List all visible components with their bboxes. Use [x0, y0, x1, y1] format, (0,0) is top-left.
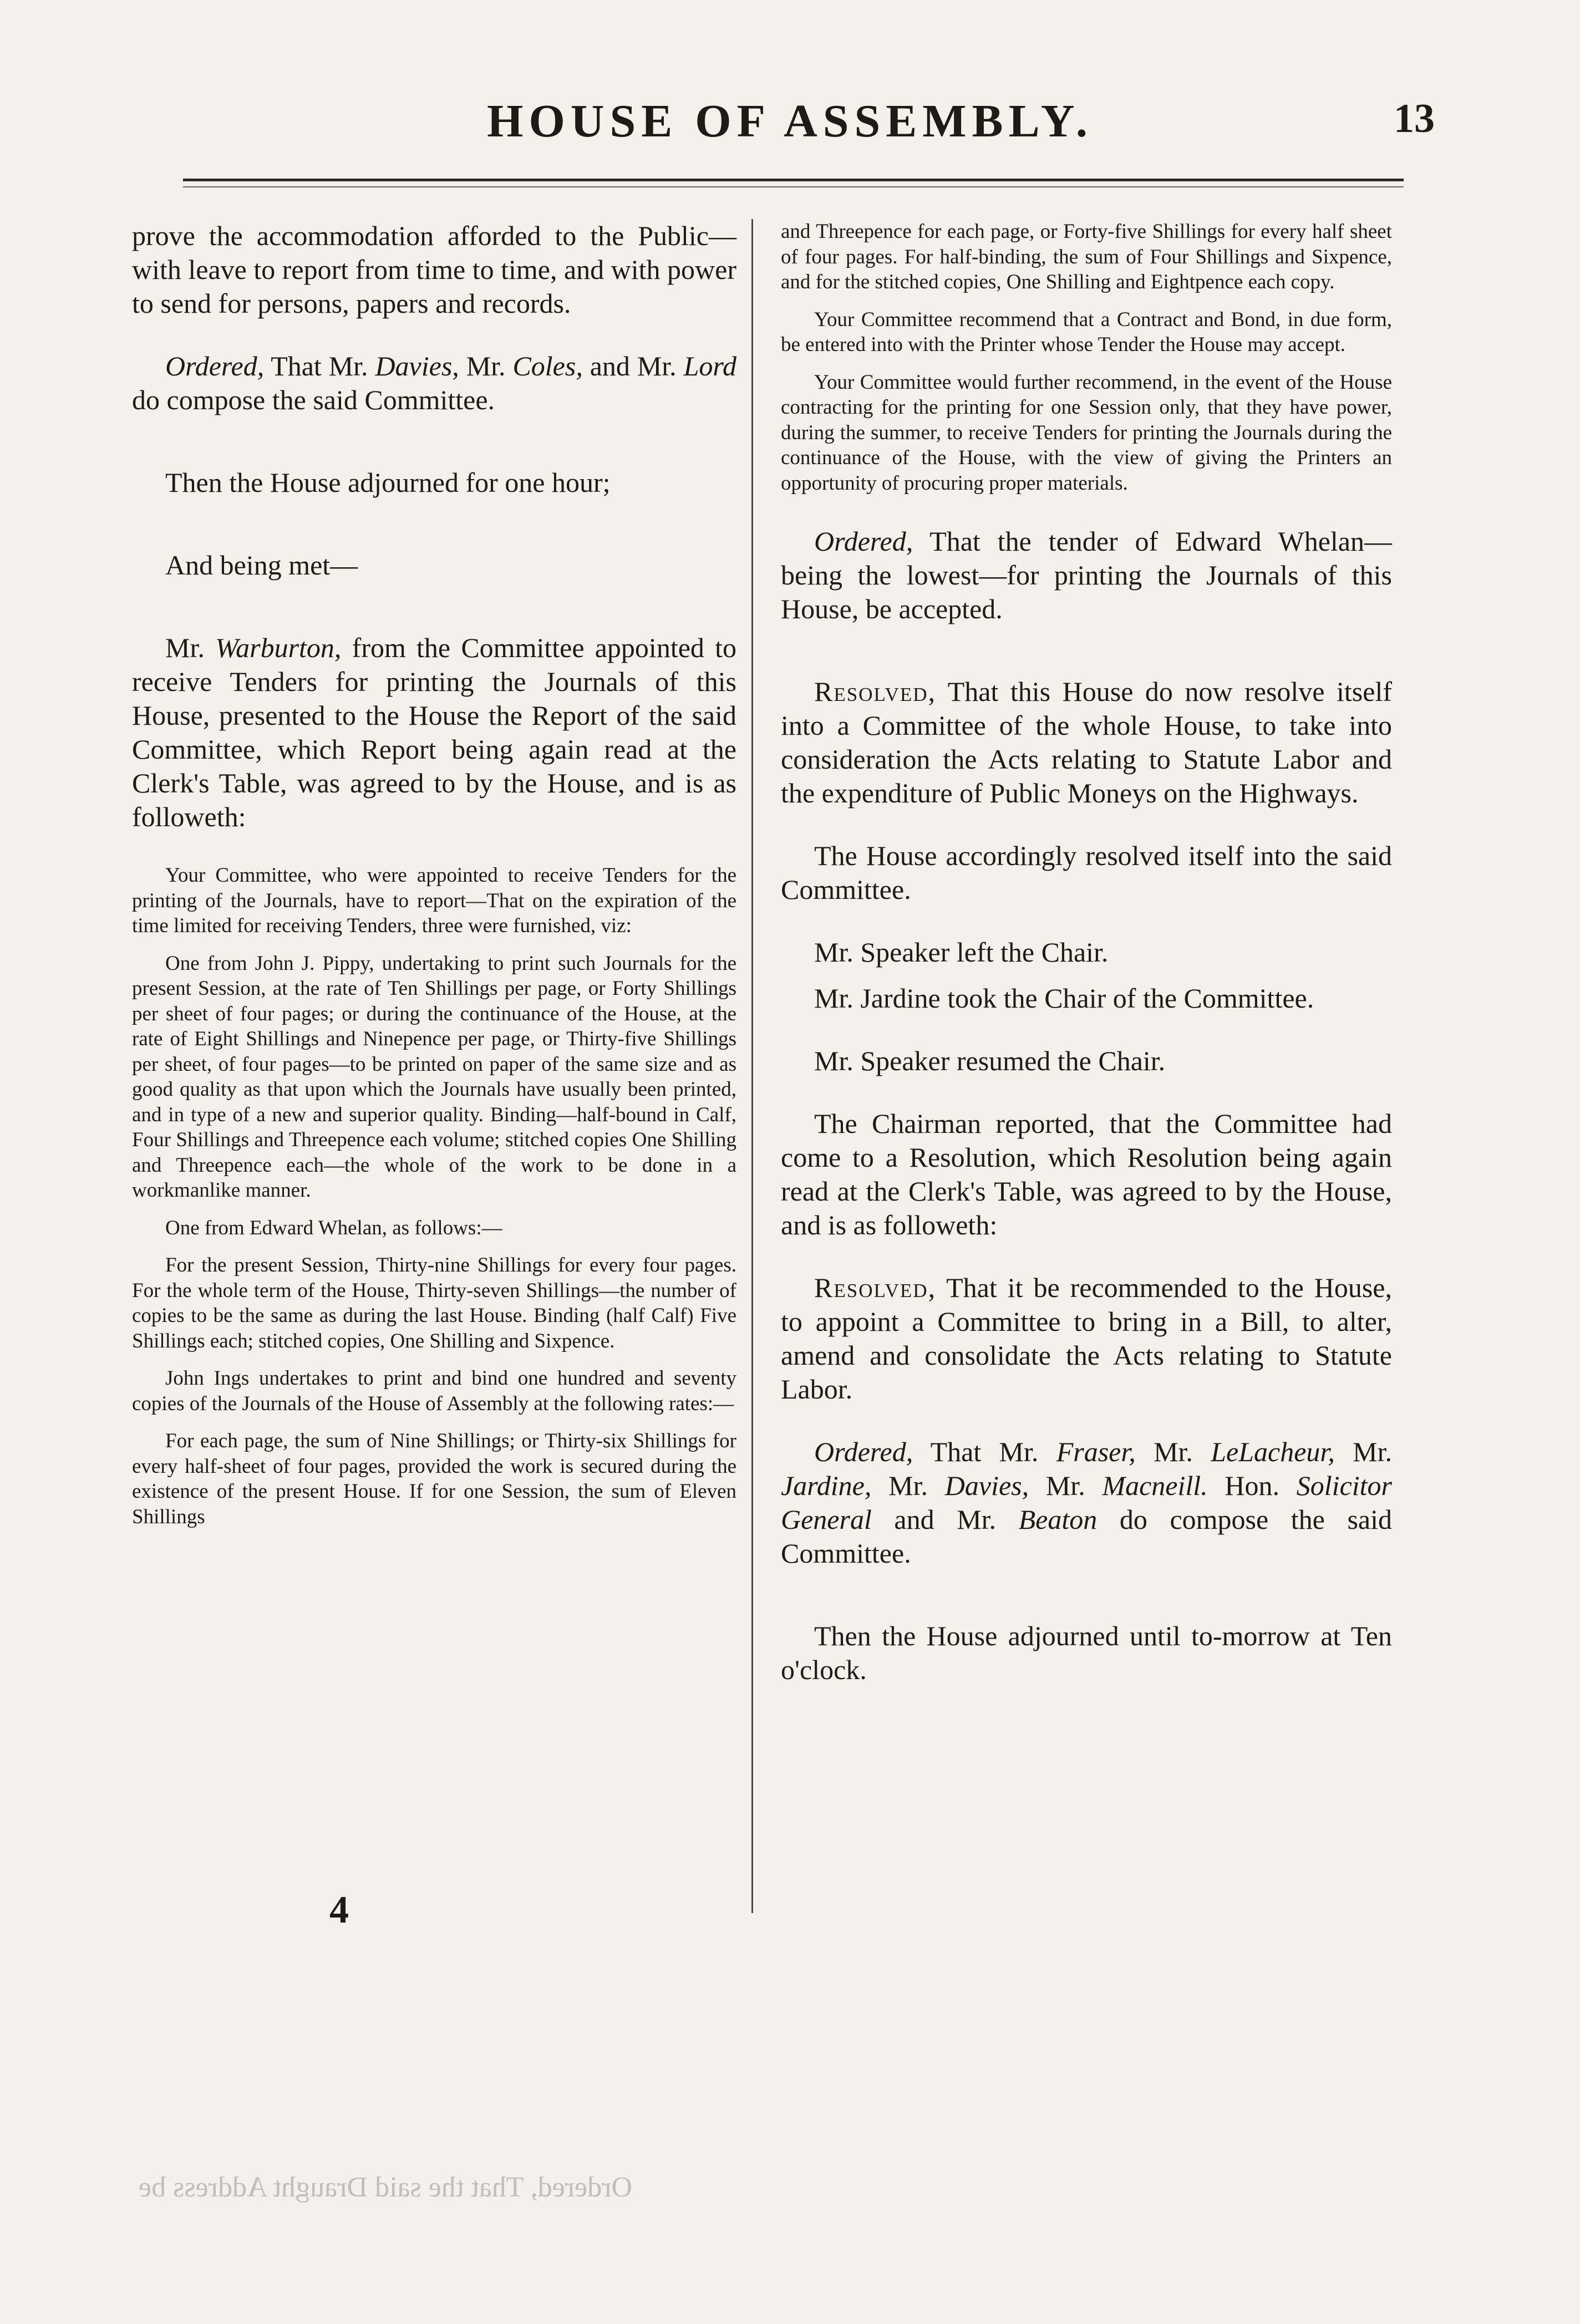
column-divider	[751, 219, 753, 1913]
text-run: That Mr.	[264, 350, 375, 382]
report-whelan-heading: One from Edward Whelan, as follows:—	[165, 1216, 502, 1239]
text-run: do compose the said Committee.	[132, 384, 495, 415]
text-run: That it be recommended to the House, to appoint a Committee to bring in a Bill, to alter, amend and consolidate the Acts relating to Statute Labor.	[781, 1272, 1392, 1405]
right-column	[781, 219, 1392, 1687]
text-run: Mr.	[1334, 1436, 1392, 1467]
paragraph-speaker-left: Mr. Speaker left the Chair.	[814, 937, 1109, 968]
paragraph-adjourned-tomorrow: Then the House adjourned until to-morrow at Ten o'clock.	[781, 1620, 1392, 1685]
report-ings-tender-continued: and Threepence for each page, or Forty-five Shillings for every half sheet of four pages. For half-binding, the sum of Four Shillings and Sixpence, and for the stitched copies, One Shilling and Eightpence each copy.	[781, 220, 1392, 293]
text-run: Mr.	[871, 1470, 945, 1501]
text-run: and Mr.	[582, 350, 684, 382]
paragraph-accommodation: prove the accommodation afforded to the Public—with leave to report from time to time, and with power to send for persons, papers and records.	[132, 220, 736, 319]
member-name: Davies,	[944, 1470, 1029, 1501]
paragraph-ordered-tender	[781, 525, 1392, 626]
bleed-through-text: Ordered, That the said Draught Address be	[139, 2172, 633, 2203]
paragraph-being-met: And being met—	[165, 550, 358, 581]
ordered-label: Ordered,	[165, 350, 265, 382]
report-ings-intro: John Ings undertakes to print and bind one hundred and seventy copies of the Journals of the House of Assembly at the following rates:—	[132, 1367, 736, 1415]
report-contract-bond: Your Committee recommend that a Contract and Bond, in due form, be entered into with the Printer whose Tender the House may accept.	[781, 308, 1392, 356]
text-run: Mr.	[1029, 1470, 1103, 1501]
text-run: Hon.	[1207, 1470, 1297, 1501]
report-intro: Your Committee, who were appointed to receive Tenders for the printing of the Journals, have to report—That on the expiration of the time limited for receiving Tenders, three were furnished, viz:	[132, 864, 736, 937]
ordered-label: Ordered,	[814, 526, 913, 557]
paragraph-resolved-bill	[781, 1271, 1392, 1406]
text-run: do compose the said Committee.	[781, 1504, 1392, 1569]
page-title: HOUSE OF ASSEMBLY.	[487, 95, 1093, 147]
paragraph-ordered-members	[781, 1435, 1392, 1570]
header-rule-thin	[183, 186, 1404, 187]
resolved-label: Resolved,	[814, 1272, 937, 1303]
text-run: from the Committee appointed to receive Tenders for printing the Journals of this House, presented to the House the Report of the said Committee, which Report being again read at the Clerk's Table, was agreed to by the House, and is as followeth:	[132, 632, 736, 832]
member-name: Jardine,	[781, 1470, 872, 1501]
paragraph-adjourned-hour: Then the House adjourned for one hour;	[165, 467, 611, 498]
paragraph-resolved-committee	[781, 675, 1392, 810]
text-run: That this House do now resolve itself into a Committee of the whole House, to take into consideration the Acts relating to Statute Labor and the expenditure of Public Moneys on the Highways.	[781, 676, 1392, 808]
member-name: Davies,	[375, 350, 459, 382]
report-further-recommend: Your Committee would further recommend, in the event of the House contracting for the printing for one Session only, that they have power, during the summer, to receive Tenders for printing the Journals during the continuance of the House, with the view of giving the Printers an opportunity of procuring proper materials.	[781, 370, 1392, 495]
paragraph-warburton-report	[132, 631, 736, 834]
member-name: Warburton,	[215, 632, 342, 663]
text-run: That the tender of Edward Whelan—being the lowest—for printing the Journals of this House, be accepted.	[781, 526, 1392, 624]
header-rule	[183, 179, 1404, 181]
paragraph-chairman-reported: The Chairman reported, that the Committee had come to a Resolution, which Resolution being again read at the Clerk's Table, was agreed to by the House, and is as followeth:	[781, 1108, 1392, 1240]
member-name: Solicitor General	[781, 1470, 1392, 1535]
report-whelan-tender: For the present Session, Thirty-nine Shillings for every four pages. For the whole term of the House, Thirty-seven Shillings—the number of copies to be the same as during the last House. Binding (half Calf) Five Shillings each; stitched copies, One Shilling and Sixpence.	[132, 1254, 736, 1352]
member-name: Lord	[683, 350, 736, 382]
resolved-label: Resolved,	[814, 676, 937, 707]
member-name: Fraser,	[1056, 1436, 1136, 1467]
member-name: Coles,	[512, 350, 583, 382]
text-run: Mr.	[459, 350, 513, 382]
paragraph-jardine-chair: Mr. Jardine took the Chair of the Committee.	[814, 983, 1314, 1014]
member-name: Beaton	[1018, 1504, 1098, 1535]
page-number: 13	[1394, 96, 1435, 141]
member-name: LeLacheur,	[1211, 1436, 1335, 1467]
paragraph-speaker-resumed: Mr. Speaker resumed the Chair.	[814, 1045, 1166, 1076]
text-run: Mr.	[1135, 1436, 1211, 1467]
paragraph-ordered-committee	[132, 349, 736, 417]
text-run: That Mr.	[913, 1436, 1056, 1467]
paragraph-resolved-into: The House accordingly resolved itself into the said Committee.	[781, 840, 1392, 905]
ordered-label: Ordered,	[814, 1436, 913, 1467]
report-ings-tender: For each page, the sum of Nine Shillings; or Thirty-six Shillings for every half-sheet of four pages, provided the work is secured during the existence of the present House. If for one Session, the sum of Eleven Shillings	[132, 1430, 736, 1528]
member-name: Macneill.	[1102, 1470, 1208, 1501]
signature-mark: 4	[329, 1889, 349, 1931]
report-pippy-tender: One from John J. Pippy, undertaking to print such Journals for the present Session, at the rate of Ten Shillings per page, or Forty Shillings per sheet of four pages; or during the continuance of the House, at the rate of Eight Shillings and Ninepence per page, or Thirty-five Shillings per sheet, of four pages—to be printed on paper of the same size and as good quality as that upon which the Journals have usually been printed, and in type of a new and superior quality. Binding—half-bound in Calf, Four Shillings and Threepence each volume; stitched copies One Shilling and Threepence each—the whole of the work to be done in a workmanlike manner.	[132, 952, 736, 1202]
text-run: Mr.	[165, 632, 216, 663]
text-run: and Mr.	[871, 1504, 1019, 1535]
left-column	[132, 219, 736, 1529]
